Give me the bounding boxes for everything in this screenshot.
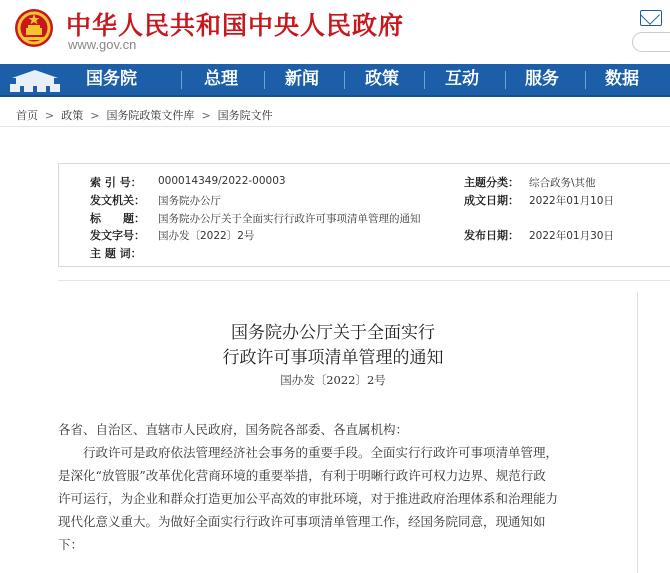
- breadcrumb-policy[interactable]: 政策: [61, 109, 84, 122]
- breadcrumb-policy-library[interactable]: 国务院政策文件库: [106, 109, 195, 122]
- issuer-value: 国务院办公厅: [158, 195, 221, 207]
- site-header: [0, 0, 670, 64]
- breadcrumb-separator: >: [90, 109, 100, 122]
- document-number: 国办发〔2022〕2号: [280, 373, 386, 387]
- breadcrumb-separator: >: [201, 109, 211, 122]
- search-input[interactable]: [632, 32, 670, 52]
- document-info-table: [58, 163, 670, 267]
- doc-number-value: 国办发〔2022〕2号: [158, 230, 255, 242]
- breadcrumb-documents[interactable]: 国务院文件: [217, 109, 273, 122]
- nav-item-premier[interactable]: 总理: [204, 69, 238, 89]
- date-value: 2022年01月10日: [529, 195, 614, 207]
- breadcrumb-separator: >: [45, 109, 55, 122]
- nav-separator: [181, 71, 182, 89]
- document-title-line-1: 国务院办公厅关于全面实行: [231, 323, 435, 343]
- salutation-text: 各省、自治区、直辖市人民政府，国务院各部委、各直属机构：: [58, 422, 409, 437]
- body-line: 现代化意义重大。为做好全面实行行政许可事项清单管理工作，经国务院同意，现通知如: [58, 514, 546, 529]
- nav-item-interaction[interactable]: 互动: [445, 69, 479, 89]
- nav-item-data[interactable]: 数据: [605, 69, 639, 89]
- nav-item-news[interactable]: 新闻: [285, 69, 319, 89]
- issuer-label: 发文机关：: [90, 194, 145, 207]
- main-nav: [0, 64, 670, 97]
- document-title-line-2: 行政许可事项清单管理的通知: [222, 348, 444, 368]
- topic-value: 综合政务\其他: [529, 177, 596, 189]
- title-value: 国务院办公厅关于全面实行行政许可事项清单管理的通知: [158, 213, 421, 225]
- body-line: 许可运行，为企业和群众打造更加公平高效的审批环境，对于推进政府治理体系和治理能力: [58, 491, 559, 506]
- index-value: 000014349/2022-00003: [158, 175, 286, 187]
- date-label: 成文日期：: [464, 194, 519, 207]
- site-title[interactable]: 中华人民共和国中央人民政府: [66, 11, 405, 40]
- doc-number-label: 发文字号：: [90, 229, 145, 242]
- content-frame-border: [637, 292, 638, 573]
- site-url[interactable]: www.gov.cn: [68, 37, 137, 52]
- body-line: 行政许可是政府依法管理经济社会事务的重要手段。全面实行行政许可事项清单管理，: [58, 445, 559, 460]
- mail-icon[interactable]: [640, 10, 662, 26]
- breadcrumb: [16, 107, 273, 123]
- body-line: 是深化“放管服”改革优化营商环境的重要举措，有利于明晰行政许可权力边界、规范行政: [58, 468, 546, 483]
- nav-separator: [585, 71, 586, 89]
- tiananmen-icon[interactable]: [0, 64, 70, 97]
- national-emblem-icon[interactable]: [14, 6, 54, 50]
- index-label: 索 引 号：: [90, 176, 142, 189]
- publish-label: 发布日期：: [464, 229, 519, 242]
- body-line: 下：: [58, 537, 84, 552]
- breadcrumb-home[interactable]: 首页: [16, 109, 38, 122]
- publish-value: 2022年01月30日: [529, 230, 614, 242]
- topic-label: 主题分类：: [464, 176, 519, 189]
- title-label: 标 题：: [90, 212, 145, 225]
- keywords-label: 主 题 词：: [90, 247, 142, 260]
- document-body: [58, 441, 630, 556]
- nav-item-services[interactable]: 服务: [525, 69, 559, 89]
- nav-separator: [344, 71, 345, 89]
- nav-separator: [264, 71, 265, 89]
- breadcrumb-divider: [0, 126, 670, 127]
- nav-item-policy[interactable]: 政策: [365, 69, 399, 89]
- document-salutation: [58, 418, 630, 441]
- nav-item-state-council[interactable]: 国务院: [86, 69, 137, 89]
- nav-separator: [424, 71, 425, 89]
- nav-separator: [505, 71, 506, 89]
